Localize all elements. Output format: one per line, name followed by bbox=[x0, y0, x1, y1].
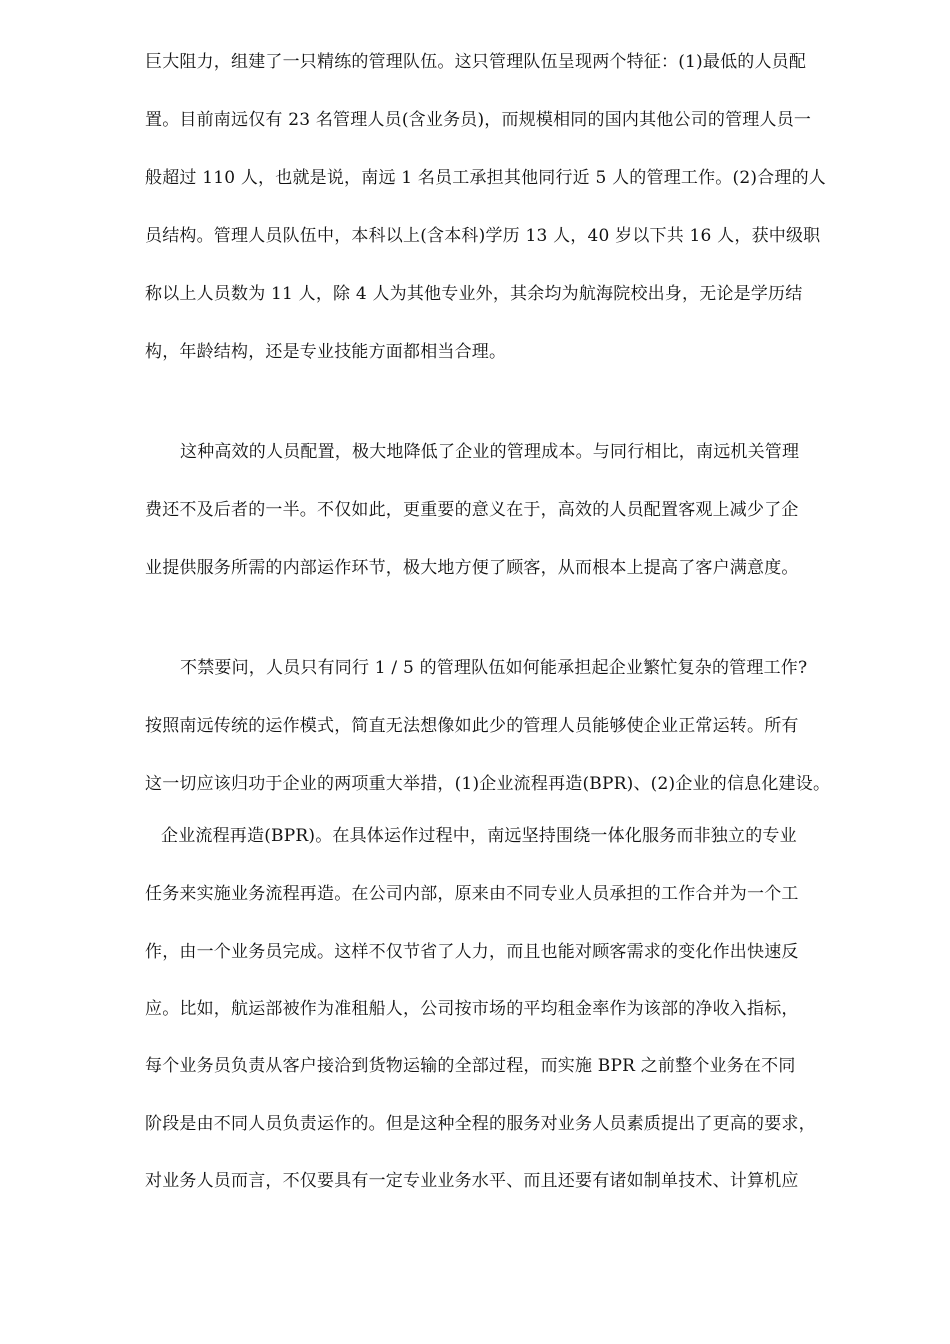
text-line: 按照南远传统的运作模式，简直无法想像如此少的管理人员能够使企业正常运转。所有 bbox=[145, 716, 799, 736]
text-line: 这种高效的人员配置，极大地降低了企业的管理成本。与同行相比，南远机关管理 bbox=[180, 442, 800, 462]
text-line: 对业务人员而言，不仅要具有一定专业业务水平、而且还要有诸如制单技术、计算机应 bbox=[145, 1171, 799, 1191]
text-line: 阶段是由不同人员负责运作的。但是这种全程的服务对业务人员素质提出了更高的要求， bbox=[145, 1114, 816, 1134]
text-line: 般超过 110 人，也就是说，南远 1 名员工承担其他同行近 5 人的管理工作。(2)合理的人 bbox=[145, 168, 826, 188]
text-line: 这一切应该归功于企业的两项重大举措，(1)企业流程再造(BPR)、(2)企业的信息化建设。 bbox=[145, 774, 831, 794]
text-line: 称以上人员数为 11 人，除 4 人为其他专业外，其余均为航海院校出身，无论是学历结 bbox=[145, 284, 803, 304]
text-line: 员结构。管理人员队伍中，本科以上(含本科)学历 13 人，40 岁以下共 16 人，获中级职 bbox=[145, 226, 821, 246]
text-line: 业提供服务所需的内部运作环节，极大地方便了顾客，从而根本上提高了客户满意度。 bbox=[145, 558, 799, 578]
text-line: 费还不及后者的一半。不仅如此，更重要的意义在于，高效的人员配置客观上减少了企 bbox=[145, 500, 799, 520]
text-line: 任务来实施业务流程再造。在公司内部，原来由不同专业人员承担的工作合并为一个工 bbox=[145, 884, 799, 904]
text-line: 每个业务员负责从客户接洽到货物运输的全部过程，而实施 BPR 之前整个业务在不同 bbox=[145, 1056, 796, 1076]
text-line: 作，由一个业务员完成。这样不仅节省了人力，而且也能对顾客需求的变化作出快速反 bbox=[145, 942, 799, 962]
text-line: 企业流程再造(BPR)。在具体运作过程中，南远坚持围绕一体化服务而非独立的专业 bbox=[161, 826, 797, 846]
text-line: 不禁要问，人员只有同行 1 / 5 的管理队伍如何能承担起企业繁忙复杂的管理工作? bbox=[180, 658, 808, 678]
text-line: 置。目前南远仅有 23 名管理人员(含业务员)，而规模相同的国内其他公司的管理人员一 bbox=[145, 110, 812, 130]
text-line: 巨大阻力，组建了一只精练的管理队伍。这只管理队伍呈现两个特征：(1)最低的人员配 bbox=[145, 52, 807, 72]
text-line: 应。比如，航运部被作为准租船人，公司按市场的平均租金率作为该部的净收入指标， bbox=[145, 999, 799, 1019]
text-line: 构，年龄结构，还是专业技能方面都相当合理。 bbox=[145, 342, 507, 362]
